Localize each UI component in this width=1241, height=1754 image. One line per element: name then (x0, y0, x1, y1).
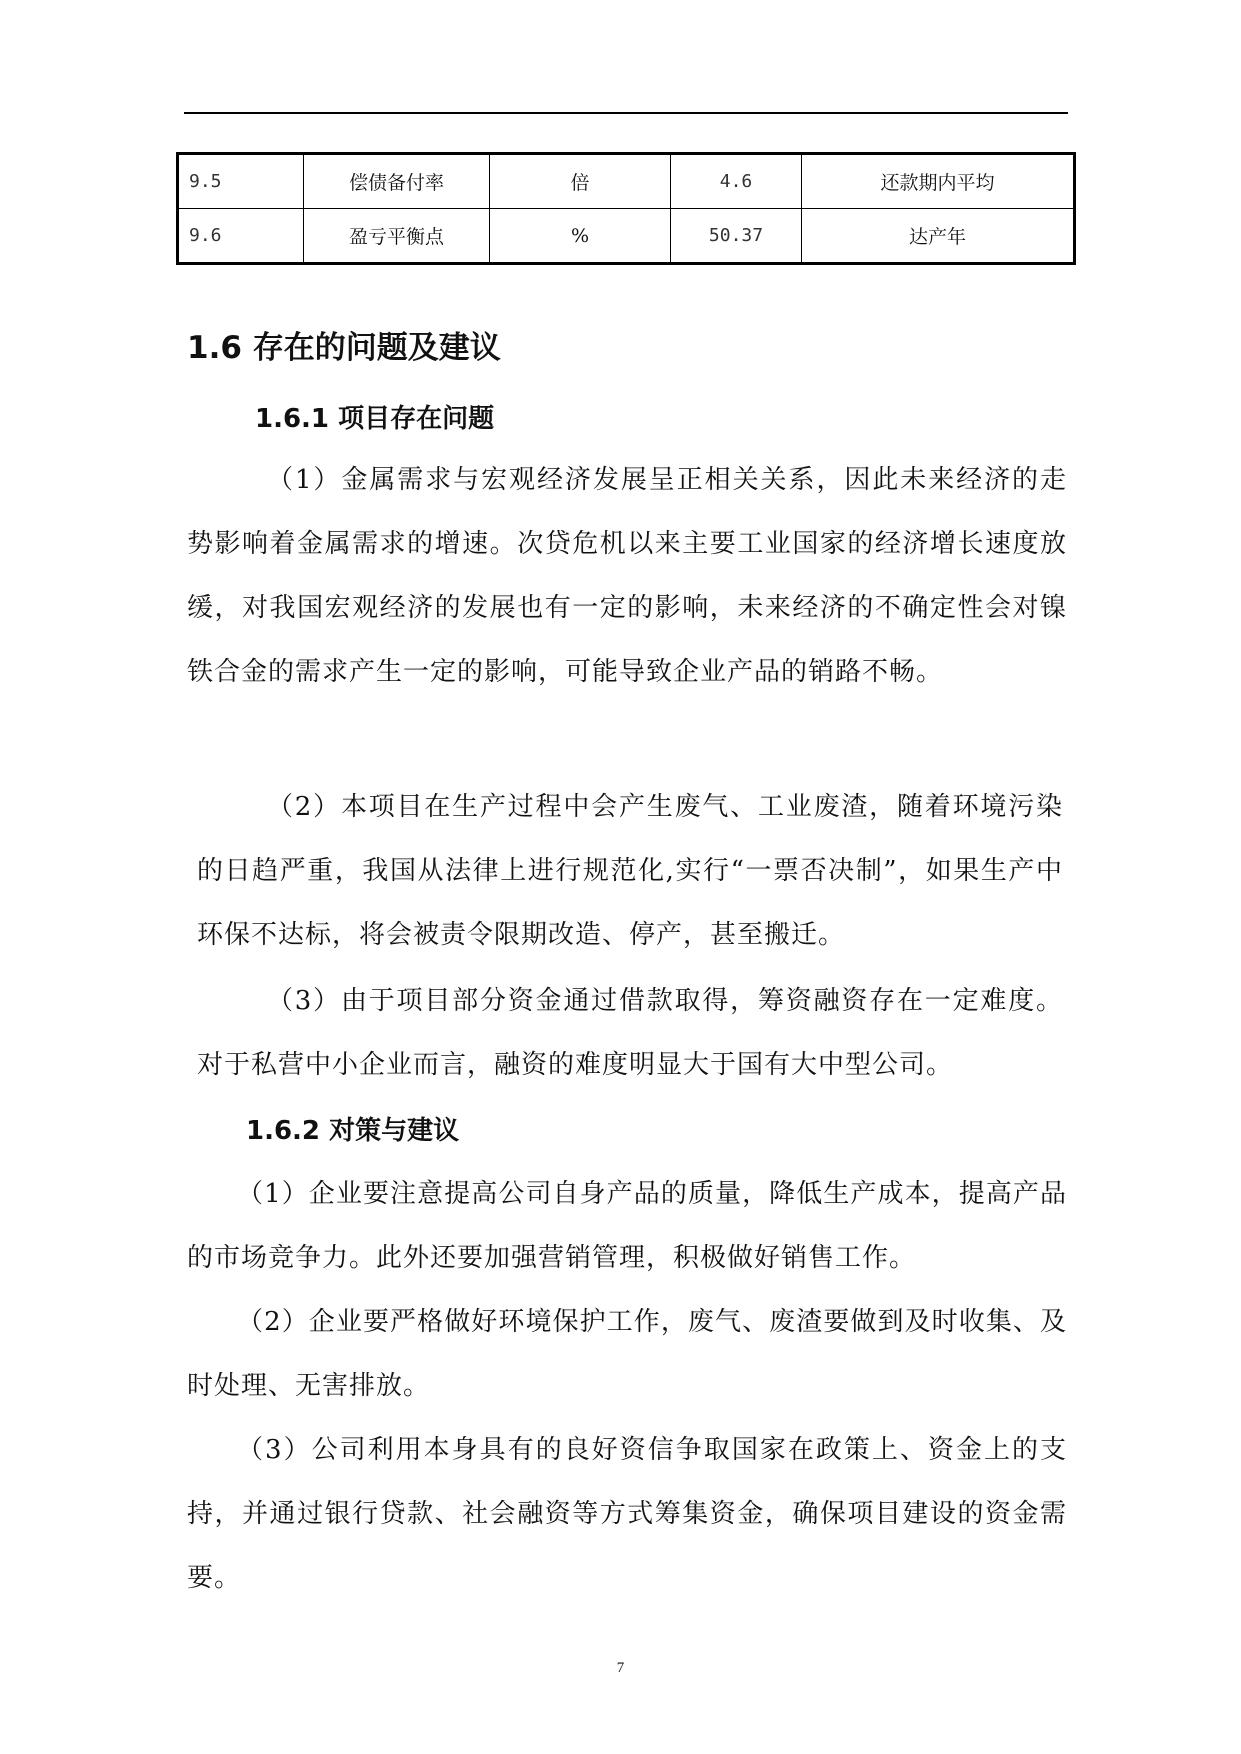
header-rule (184, 112, 1068, 114)
table-cell-note: 达产年 (802, 209, 1075, 264)
paragraph: （2）企业要严格做好环境保护工作，废气、废渣要做到及时收集、及时处理、无害排放。 (187, 1307, 1067, 1401)
table-cell-value: 4.6 (671, 154, 802, 209)
table-cell-index: 9.6 (178, 209, 304, 264)
paragraph: （3）由于项目部分资金通过借款取得，筹资融资存在一定难度。对于私营中小企业而言，融资的难度明显大于国有大中型公司。 (197, 986, 1063, 1080)
paragraph: （2）本项目在生产过程中会产生废气、工业废渣，随着环境污染的日趋严重，我国从法律上进行规范化,实行“一票否决制”，如果生产中环保不达标，将会被责令限期改造、停产，甚至搬迁。 (197, 792, 1063, 950)
paragraph: （1）企业要注意提高公司自身产品的质量，降低生产成本，提高产品的市场竞争力。此外还要加强营销管理，积极做好销售工作。 (187, 1179, 1067, 1273)
table-cell-value: 50.37 (671, 209, 802, 264)
subsection-heading-problems: 1.6.1 项目存在问题 (255, 404, 495, 434)
table-cell-note: 还款期内平均 (802, 154, 1075, 209)
section-heading: 1.6 存在的问题及建议 (187, 330, 501, 366)
page-number: 7 (616, 1660, 625, 1676)
table-cell-unit: % (490, 209, 671, 264)
table-cell-indicator: 盈亏平衡点 (304, 209, 490, 264)
table-cell-unit: 倍 (490, 154, 671, 209)
paragraph: （1）金属需求与宏观经济发展呈正相关关系，因此未来经济的走势影响着金属需求的增速。次贷危机以来主要工业国家的经济增长速度放缓，对我国宏观经济的发展也有一定的影响，未来经济的不确定性会对镍铁合金的需求产生一定的影响，可能导致企业产品的销路不畅。 (187, 465, 1067, 687)
financial-indicators-table (176, 152, 1076, 265)
table-row (178, 209, 1075, 264)
subsection-heading-suggestions: 1.6.2 对策与建议 (246, 1116, 460, 1146)
table-cell-indicator: 偿债备付率 (304, 154, 490, 209)
paragraph: （3）公司利用本身具有的良好资信争取国家在政策上、资金上的支持，并通过银行贷款、社会融资等方式筹集资金，确保项目建设的资金需要。 (187, 1435, 1067, 1593)
table-cell-index: 9.5 (178, 154, 304, 209)
table-row (178, 154, 1075, 209)
